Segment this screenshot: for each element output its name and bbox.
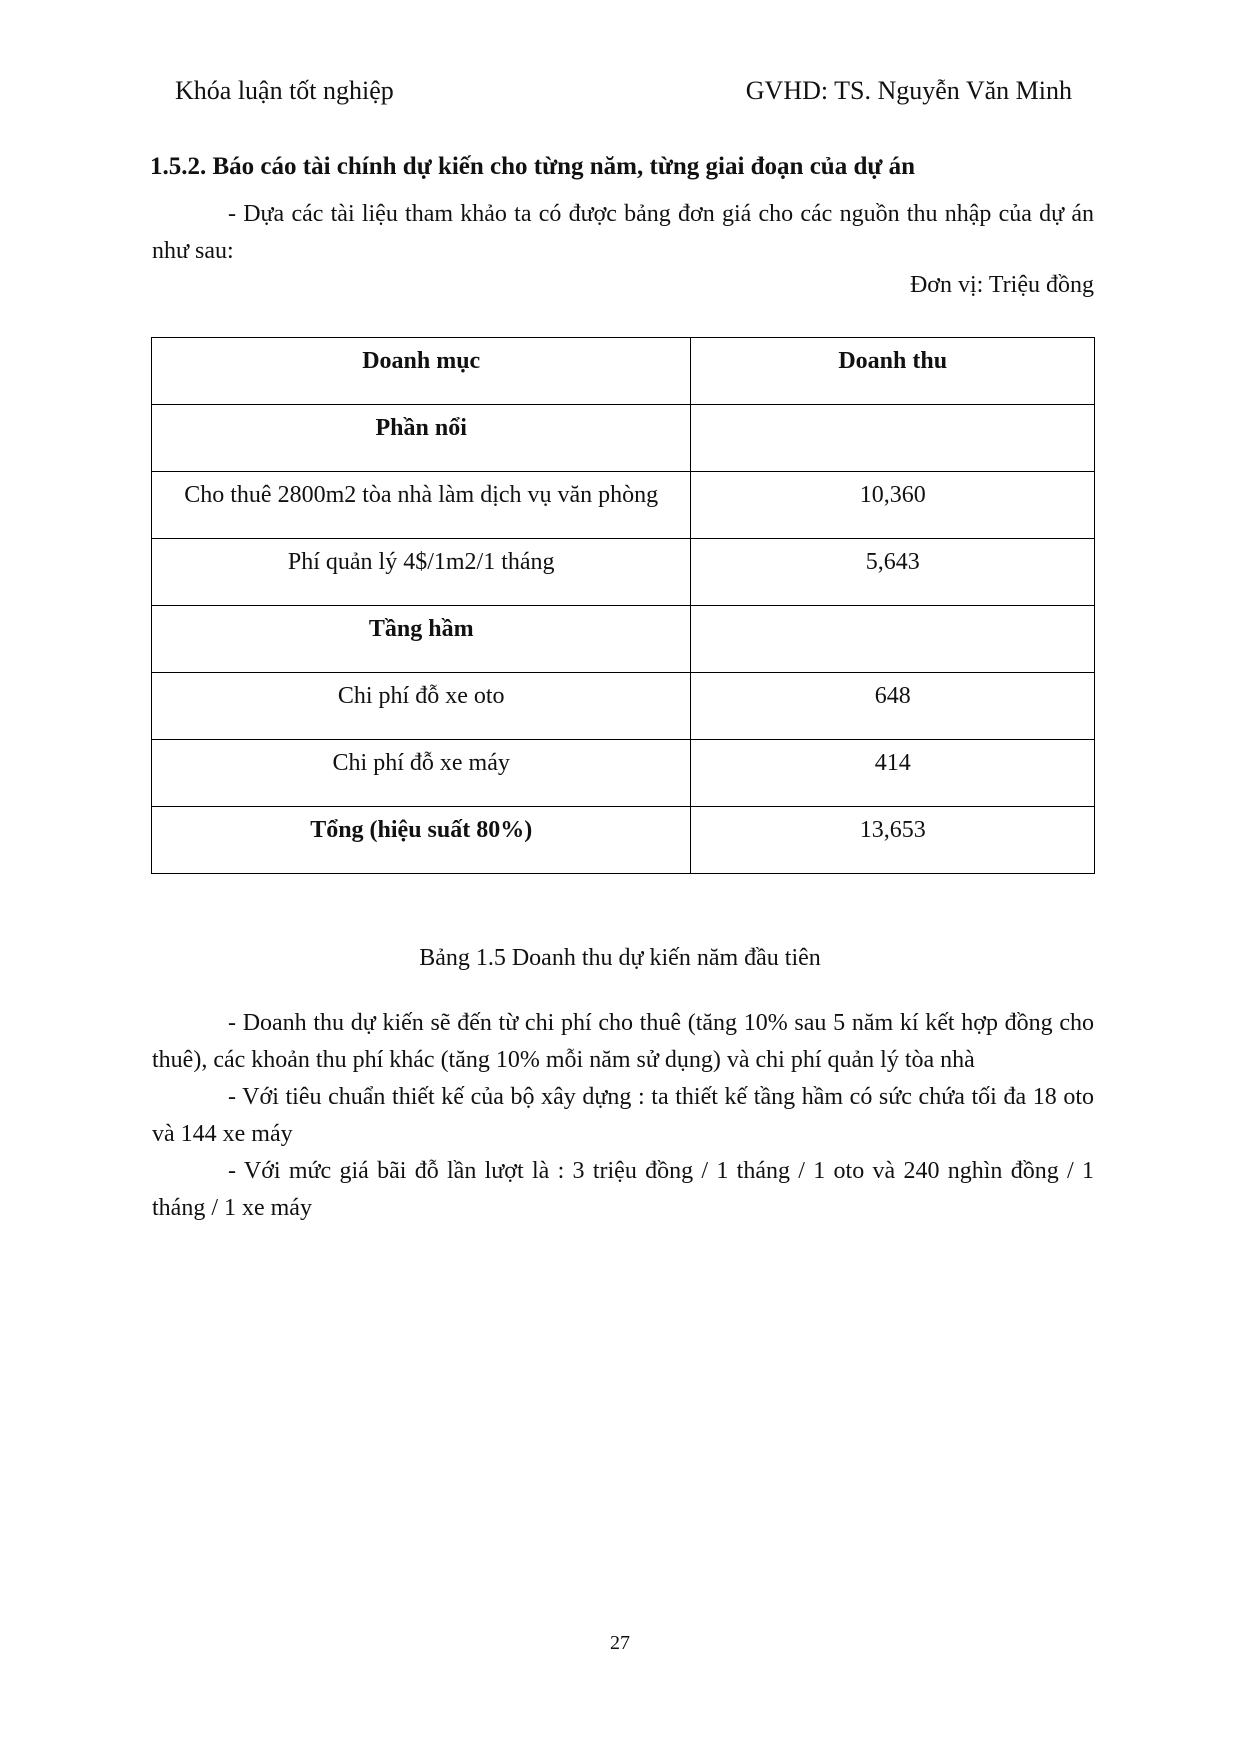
table-row	[152, 740, 1095, 807]
revenue-table	[151, 337, 1095, 874]
total-label: Tổng (hiệu suất 80%)	[152, 807, 691, 874]
table-row	[152, 539, 1095, 606]
row-value: 5,643	[691, 539, 1095, 606]
table-row	[152, 405, 1095, 472]
header-right: GVHD: TS. Nguyễn Văn Minh	[745, 76, 1072, 105]
row-value	[691, 606, 1095, 673]
header-left: Khóa luận tốt nghiệp	[175, 76, 394, 105]
paragraph-parking-price: - Với mức giá bãi đỗ lần lượt là : 3 triệu đồng / 1 tháng / 1 oto và 240 nghìn đồng / 1 tháng / 1 xe máy	[152, 1158, 1094, 1221]
section-title: 1.5.2. Báo cáo tài chính dự kiến cho từng năm, từng giai đoạn của dự án	[150, 153, 916, 180]
row-item: Phí quản lý 4$/1m2/1 tháng	[152, 539, 691, 606]
row-value: 414	[691, 740, 1095, 807]
row-item: Tầng hầm	[152, 606, 691, 673]
row-item: Chi phí đỗ xe oto	[152, 673, 691, 740]
table-row	[152, 673, 1095, 740]
table-row	[152, 606, 1095, 673]
header-revenue: Doanh thu	[691, 338, 1095, 405]
row-item: Chi phí đỗ xe máy	[152, 740, 691, 807]
row-value: 10,360	[691, 472, 1095, 539]
paragraph-basement-capacity: - Với tiêu chuẩn thiết kế của bộ xây dựng : ta thiết kế tầng hầm có sức chứa tối đa 18 oto và 144 xe máy	[152, 1084, 1094, 1147]
row-item: Phần nổi	[152, 405, 691, 472]
page-number: 27	[610, 1632, 630, 1654]
table-caption: Bảng 1.5 Doanh thu dự kiến năm đầu tiên	[419, 945, 821, 971]
row-item: Cho thuê 2800m2 tòa nhà làm dịch vụ văn phòng	[152, 472, 691, 539]
paragraph-revenue-source: - Doanh thu dự kiến sẽ đến từ chi phí cho thuê (tăng 10% sau 5 năm kí kết hợp đồng cho thuê), các khoản thu phí khác (tăng 10% mỗi năm sử dụng) và chi phí quản lý tòa nhà	[152, 1010, 1094, 1073]
unit-label: Đơn vị: Triệu đồng	[909, 272, 1094, 298]
header-category: Doanh mục	[152, 338, 691, 405]
intro-paragraph: - Dựa các tài liệu tham khảo ta có được bảng đơn giá cho các nguồn thu nhập của dự án như sau:	[152, 201, 1094, 264]
table-row	[152, 472, 1095, 539]
table-header-row	[152, 338, 1095, 405]
table-total-row	[152, 807, 1095, 874]
row-value	[691, 405, 1095, 472]
row-value: 648	[691, 673, 1095, 740]
total-value: 13,653	[691, 807, 1095, 874]
